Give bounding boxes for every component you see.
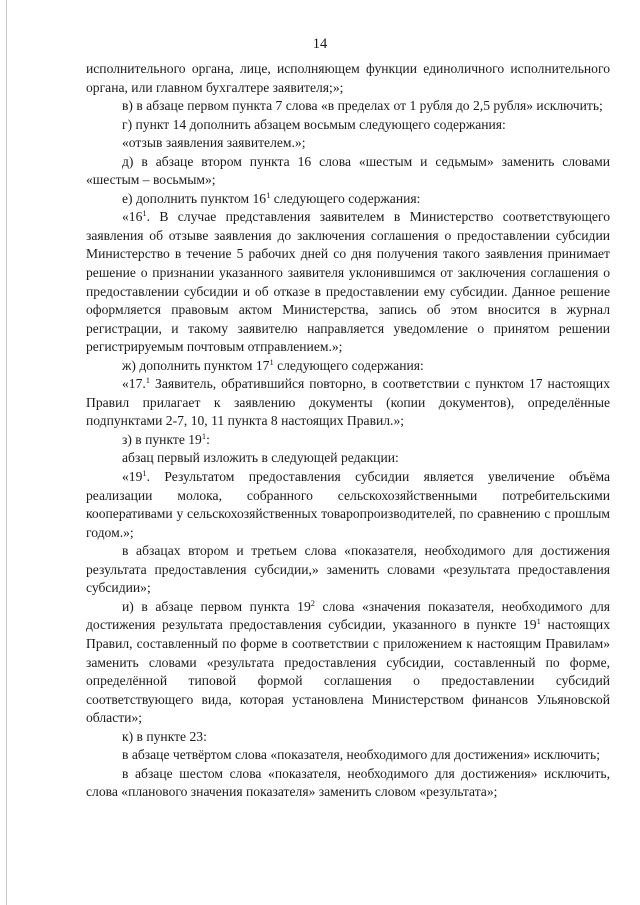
superscript-index: 1 <box>269 356 274 367</box>
paragraph-text: следующего содержания: <box>270 190 421 206</box>
superscript-index: 1 <box>145 375 151 386</box>
paragraph-text: ж) дополнить пунктом 17 <box>122 357 270 373</box>
paragraph <box>86 375 610 431</box>
superscript-index: 1 <box>201 430 207 441</box>
superscript-index: 1 <box>536 616 541 627</box>
paragraph <box>86 60 610 97</box>
paragraph-text: г) пункт 14 дополнить абзацем восьмым следующего содержания: <box>122 116 506 132</box>
paragraph-text: : <box>206 431 210 447</box>
paragraph-text: з) в пункте 19 <box>122 431 202 447</box>
superscript-index: 1 <box>266 189 271 200</box>
superscript-index: 2 <box>310 597 315 608</box>
paragraph-text: Заявитель, обратившийся повторно, в соответствии с пунктом 17 настоящих Правил прилагает к заявлению документы (копии документов), определённые подпунктами 2-7, 10, 11 пункта 8 настоящих Правил.»; <box>86 376 610 429</box>
paragraph-text: и) в абзаце первом пункта 19 <box>122 598 311 614</box>
paragraph-text: «17. <box>122 376 146 392</box>
paragraph <box>86 468 610 542</box>
paragraph-text: в) в абзаце первом пункта 7 слова «в пределах от 1 рубля до 2,5 рубля» исключить; <box>122 98 603 114</box>
paragraph-text: в абзацах втором и третьем слова «показателя, необходимого для достижения результата предоставления субсидии,» заменить словами «результата предоставления субсидии»; <box>86 543 610 596</box>
paragraph <box>86 357 610 376</box>
paragraph-text: . Результатом предоставления субсидии является увеличение объёма реализации молока, собранного сельскохозяйственными потребительскими кооперативами у сельскохозяйственных товаропроизводителей, по сравнению с прошлым годом.»; <box>86 469 610 540</box>
paragraph-text: «16 <box>122 209 143 225</box>
paragraph <box>86 431 610 450</box>
paragraph-text: в абзаце шестом слова «показателя, необходимого для достижения» исключить, слова «планового значения показателя» заменить словом «результата»; <box>86 765 610 800</box>
document-body <box>86 60 610 802</box>
paragraph-text: настоящих Правил, составленный по форме в соответствии с приложением к настоящим Правилам» заменить словами «результата предоставления субсидии, составленный по форме, определённой типовой формой соглашения о предоставлении субсидий соответствующего вида, которая установлена Министерством финансов Ульяновской области»; <box>86 617 610 726</box>
paragraph <box>86 598 610 728</box>
paragraph-text: д) в абзаце втором пункта 16 слова «шестым и седьмым» заменить словами «шестым – восьмым»; <box>86 153 610 188</box>
paragraph-text: е) дополнить пунктом 16 <box>122 190 267 206</box>
paragraph-text: исполнительного органа, лице, исполняющем функции единоличного исполнительного органа, или главном бухгалтере заявителя;»; <box>86 61 610 95</box>
page-edge <box>6 0 7 905</box>
paragraph-text: к) в пункте 23: <box>122 728 207 744</box>
paragraph <box>86 153 610 190</box>
paragraph-text: следующего содержания: <box>273 357 424 373</box>
page-number: 14 <box>312 36 328 52</box>
paragraph <box>86 728 610 747</box>
paragraph <box>86 190 610 209</box>
paragraph-text: «19 <box>122 469 143 485</box>
paragraph <box>86 97 610 116</box>
paragraph-text: слова «значения показателя, необходимого для достижения результата предоставления субсидии, указанного в пункте 19 <box>86 598 610 633</box>
paragraph-text: в абзаце четвёртом слова «показателя, необходимого для достижения» исключить; <box>122 747 600 763</box>
paragraph <box>86 746 610 765</box>
paragraph <box>86 116 610 135</box>
paragraph-text: абзац первый изложить в следующей редакции: <box>122 450 399 466</box>
paragraph-text: «отзыв заявления заявителем.»; <box>122 135 306 151</box>
paragraph <box>86 134 610 153</box>
paragraph <box>86 542 610 598</box>
paragraph <box>86 208 610 356</box>
paragraph-text: . В случае представления заявителем в Министерство соответствующего заявления об отзыве заявления до заключения соглашения о предоставлении субсидии Министерство в течение 5 рабочих дней со дня получения такого заявления принимает решение о признании указанного заявителя уклонившимся от заключения соглашения о предоставлении субсидии и об отказе в предоставлении ему субсидии. Данное решение оформляется правовым актом Министерства, запись об этом вносится в журнал регистрации, и такому заявителю направляется уведомление о принятом решении регистрируемым почтовым отправлением.»; <box>86 209 610 355</box>
superscript-index: 1 <box>142 468 147 479</box>
superscript-index: 1 <box>142 208 147 219</box>
paragraph <box>86 449 610 468</box>
paragraph <box>86 765 610 802</box>
